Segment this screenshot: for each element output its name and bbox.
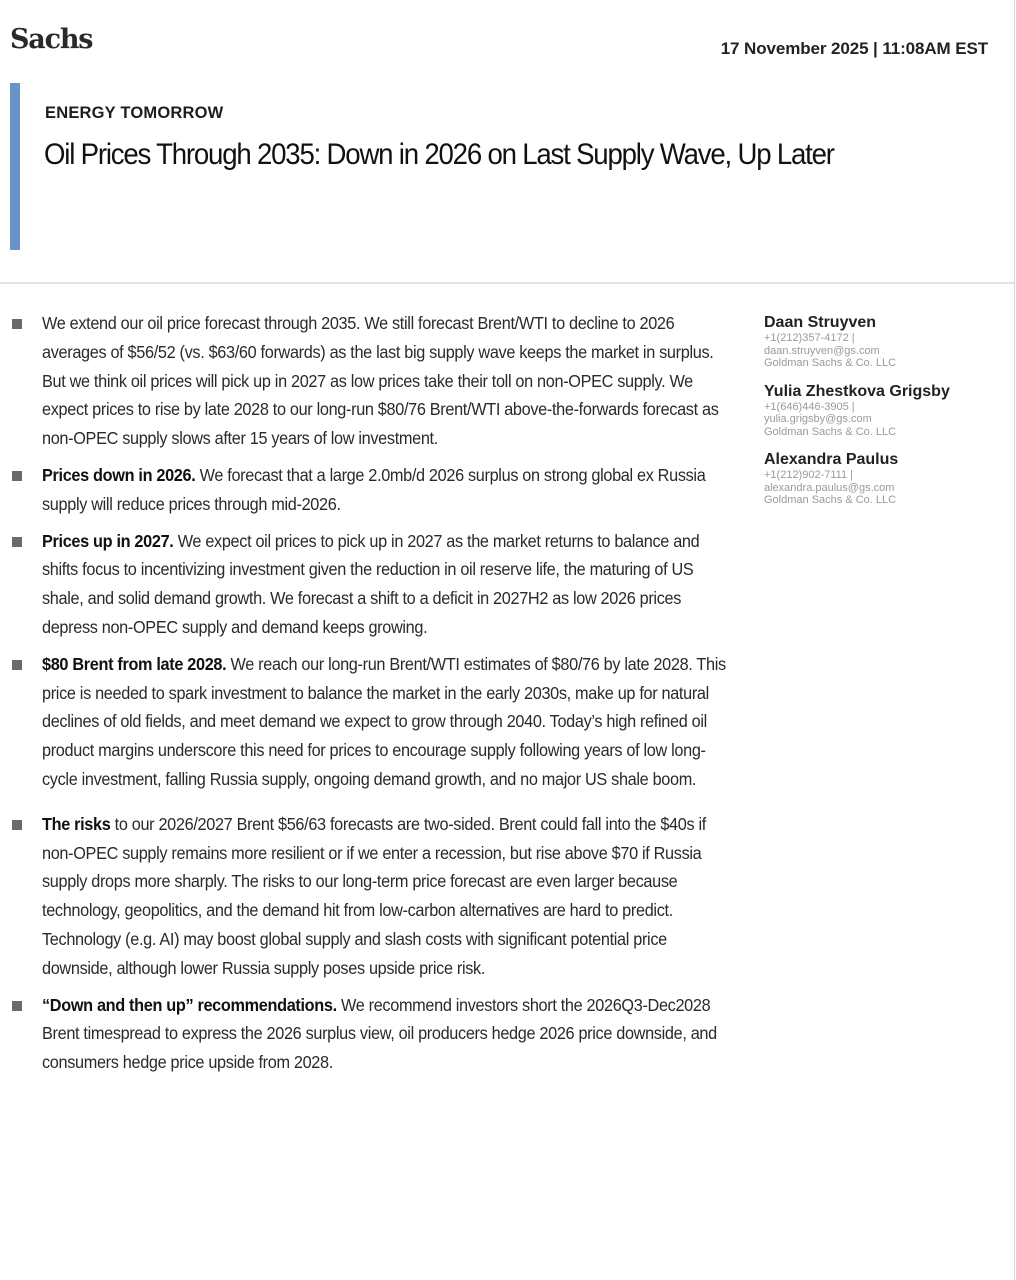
publish-timestamp: 17 November 2025 | 11:08AM EST bbox=[720, 39, 988, 58]
bullet-body: We recommend investors short the 2026Q3-Dec2028 Brent timespread to express the 2026 surplus view, oil producers hedge 2026 price downside, and consumers hedge price upside from 2028. bbox=[42, 994, 717, 1073]
author-phone: +1(646)446-3905 | bbox=[764, 400, 855, 413]
bullet-lead: The risks bbox=[42, 813, 111, 834]
bullet-body: We extend our oil price forecast through 2035. We still forecast Brent/WTI to decline to 2026 averages of $56/52 (vs. $63/60 forwards) as the last big supply wave keeps the market in surplus. But we think oil prices will pick up in 2027 as low prices take their toll on non-OPEC supply. We expect prices to rise by late 2028 to our long-run $80/76 Brent/WTI above-the-forwards forecast as non-OPEC supply slows after 15 years of low investment. bbox=[42, 313, 719, 449]
author-name: Daan Struyven bbox=[764, 314, 877, 331]
square-bullet-icon bbox=[12, 537, 22, 547]
author-card bbox=[764, 450, 1004, 507]
square-bullet-icon bbox=[12, 471, 22, 481]
author-firm: Goldman Sachs & Co. LLC bbox=[764, 357, 897, 369]
bullet-lead: Prices up in 2027. bbox=[42, 530, 174, 551]
bullet-lead: Prices down in 2026. bbox=[42, 464, 196, 485]
bullet-body: We forecast that a large 2.0mb/d 2026 surplus on strong global ex Russia supply will reduce prices through mid-2026. bbox=[42, 464, 706, 514]
square-bullet-icon bbox=[12, 319, 22, 329]
header-divider bbox=[0, 282, 1014, 284]
author-card bbox=[764, 382, 1004, 439]
bullet-text bbox=[42, 461, 734, 519]
author-phone: +1(212)902-7111 | bbox=[764, 469, 853, 481]
author-email[interactable]: alexandra.paulus@gs.com bbox=[764, 481, 895, 494]
accent-bar bbox=[10, 83, 20, 250]
bullet-text bbox=[42, 309, 734, 453]
bullet-text bbox=[42, 991, 734, 1077]
author-name: Yulia Zhestkova Grigsby bbox=[764, 382, 950, 400]
bullet-lead: “Down and then up” recommendations. bbox=[42, 994, 337, 1015]
bullet-item bbox=[0, 309, 745, 453]
author-name: Alexandra Paulus bbox=[764, 451, 899, 468]
bullet-body: We expect oil prices to pick up in 2027 as the market returns to balance and shifts focus to incentivizing investment given the reduction in oil reserve life, the maturing of US shale, and solid demand growth. We forecast a shift to a deficit in 2027H2 as low 2026 prices depress non-OPEC supply and demand keeps growing. bbox=[42, 530, 700, 637]
author-email[interactable]: yulia.grigsby@gs.com bbox=[764, 413, 872, 425]
author-firm: Goldman Sachs & Co. LLC bbox=[764, 425, 897, 438]
bullet-item bbox=[0, 991, 745, 1077]
series-label: ENERGY TOMORROW bbox=[45, 104, 224, 122]
summary-bullets bbox=[0, 309, 745, 1085]
bullet-item bbox=[0, 461, 745, 519]
page-edge bbox=[1014, 0, 1015, 1280]
bullet-item bbox=[0, 810, 745, 983]
square-bullet-icon bbox=[12, 660, 22, 670]
author-phone: +1(212)357-4172 | bbox=[764, 332, 855, 344]
author-firm: Goldman Sachs & Co. LLC bbox=[764, 494, 897, 506]
page-title: Oil Prices Through 2035: Down in 2026 on Last Supply Wave, Up Later bbox=[44, 138, 834, 171]
bullet-text bbox=[42, 650, 734, 794]
bullet-text bbox=[42, 527, 734, 642]
bullet-item bbox=[0, 650, 745, 794]
bullet-body: to our 2026/2027 Brent $56/63 forecasts are two-sided. Brent could fall into the $40s if non-OPEC supply remains more resilient or if we enter a recession, but rise above $70 if Russia supply drops more sharply. The risks to our long-term price forecast are even larger because technology, geopolitics, and the demand hit from low-carbon alternatives are hard to predict. Technology (e.g. AI) may boost global supply and slash costs with significant potential price downside, although lower Russia supply poses upside price risk. bbox=[42, 813, 706, 978]
bullet-item bbox=[0, 527, 745, 642]
author-list bbox=[764, 313, 1004, 519]
bullet-body: We reach our long-run Brent/WTI estimates of $80/76 by late 2028. This price is needed to spark investment to balance the market in the early 2030s, make up for natural declines of old fields, and meet demand we expect to grow through 2040. Today’s high refined oil product margins underscore this need for prices to encourage supply following years of low long-cycle investment, falling Russia supply, ongoing demand growth, and no major US shale boom. bbox=[42, 653, 726, 789]
bullet-lead: $80 Brent from late 2028. bbox=[42, 653, 227, 674]
brand-logo: Sachs bbox=[10, 24, 93, 55]
author-email[interactable]: daan.struyven@gs.com bbox=[764, 344, 880, 357]
bullet-text bbox=[42, 810, 734, 983]
square-bullet-icon bbox=[12, 1001, 22, 1011]
square-bullet-icon bbox=[12, 820, 22, 830]
author-card bbox=[764, 313, 1004, 370]
